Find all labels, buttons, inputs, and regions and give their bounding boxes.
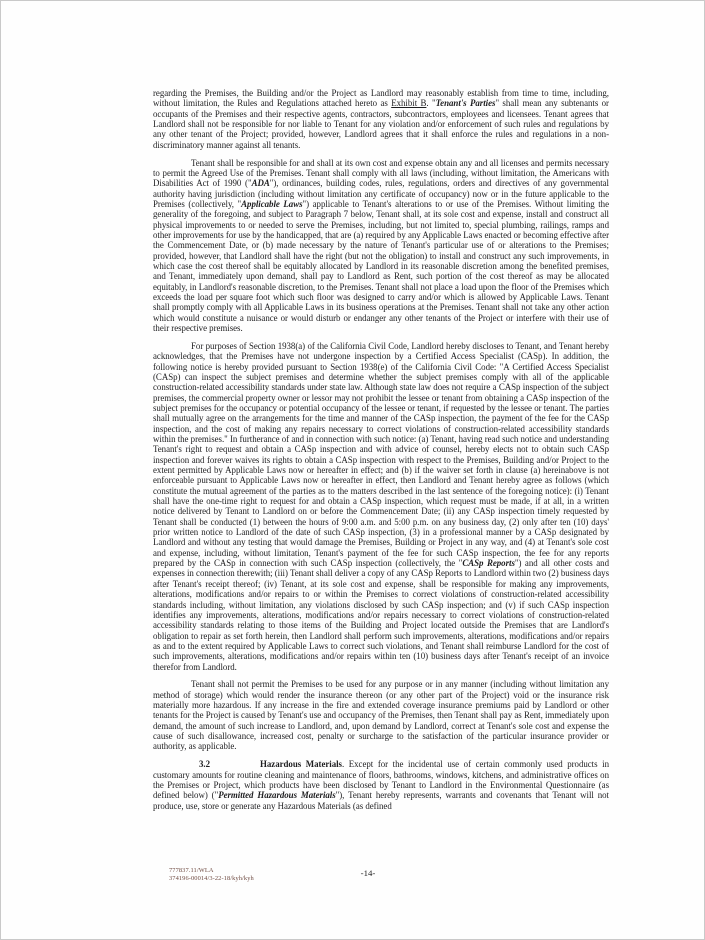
document-id-line1: 777837.11/WLA xyxy=(169,867,214,874)
text-segment: Applicable Laws xyxy=(241,198,303,209)
text-segment: ") applicable to Tenant's alterations to or use of the Premises. Without limiting the generality of the foregoing, and subject to Paragraph 7 below, Tenant shall, at its sole cost and expense, install and construct all physical improvements to or needed to serve the Premises, including, but not limited to, special plumbing, railings, ramps and other improvements for use by the handicapped, that are (a) required by any Applicable Laws enacted or becoming effective after the Commencement Date, or (b) made necessary by the nature of Tenant's particular use of or alterations to the Premises; provided, however, that Landlord shall have the right (but not the obligation) to install and construct any such improvements, in which case the cost thereof shall be equitably allocated by Landlord in its reasonable discretion among the benefited premises, and Tenant, immediately upon demand, shall pay to Landlord as Rent, such portion of the cost thereof as may be allocated equitably, in Landlord's reasonable discretion, to the Premises. Tenant shall not place a load upon the floor of the Premises which exceeds the load per square foot which such floor was designed to carry and/or which is allowed by Applicable Laws. Tenant shall promptly comply with all Applicable Laws in its business operations at the Premises. Tenant shall not take any other action which would constitute a nuisance or would disturb or endanger any other tenants of the Project or interfere with their use of their respective premises. xyxy=(153,198,609,334)
text-segment: "), ordinances, building codes, rules, regulations, orders and directives of any governmental authority having jurisdiction (including without limitation any certificate of occupancy) now or in the future applicable to the Premises (collectively, " xyxy=(153,178,609,209)
document-id-footer xyxy=(169,867,254,883)
page-number: -14- xyxy=(360,868,376,878)
paragraph xyxy=(153,679,609,751)
paragraph xyxy=(153,158,609,334)
text-segment: "), Tenant hereby represents, warrants and covenants that Tenant will not produce, use, store or generate any Hazardous Materials (as defined xyxy=(153,790,609,811)
text-segment: ") and all other costs and expenses in connection therewith; (iii) Tenant shall deliver a copy of any CASp Reports to Landlord within two (2) business days after Tenant's receipt thereof; (iv) Tenant, at its sole cost and expense, shall be responsible for making any improvements, alterations, modifications and/or repairs to or within the Premises to correct violations of construction-related accessibility standards including, without limitation, any violations disclosed by such CASp inspection; and (v) if such CASp inspection identifies any improvements, alterations, modifications and/or repairs necessary to correct violations of construction-related accessibility standards relating to those items of the Building and Project located outside the Premises that are Landlord's obligation to repair as set forth herein, then Landlord shall perform such improvements, alterations, modifications and/or repairs as and to the extent required by Applicable Laws to correct such violations, and Tenant shall reimburse Landlord for the cost of such improvements, alterations, modifications and/or repairs within ten (10) business days after Tenant's receipt of an invoice therefor from Landlord. xyxy=(153,558,609,672)
text-segment: Tenant's Parties xyxy=(435,98,496,109)
text-segment: Hazardous Materials xyxy=(260,759,342,770)
text-segment: 3.2 xyxy=(199,759,211,770)
text-segment: " shall mean any subtenants or occupants of the Premises and their respective agents, contractors, subcontractors, employees and licensees. Tenant agrees that Landlord shall not be responsible for nor liable to Tenant for any violation and/or enforcement of such rules and regulations by any other tenant of the Project; provided, however, Landlord agrees that it shall enforce the rules and regulations in a non-discriminatory manner against all tenants. xyxy=(153,98,609,150)
paragraph xyxy=(153,88,609,150)
text-segment: Exhibit B xyxy=(391,98,427,109)
text-segment: . " xyxy=(426,98,436,109)
document-id-line2: 374196-00014/3-22-18/kyh/kyh xyxy=(169,874,254,882)
text-segment: CASp Reports xyxy=(462,558,515,569)
text-segment: Permitted Hazardous Materials xyxy=(218,790,336,801)
text-segment: Tenant shall not permit the Premises to be used for any purpose or in any manner (including without limitation any method of storage) which would render the insurance thereon (or any other part of the Project) void or the insurance risk materially more hazardous. If any increase in the fire and extended coverage insurance premiums paid by Landlord or other tenants for the Project is caused by Tenant's use and occupancy of the Premises, then Tenant shall pay as Rent, immediately upon demand, the amount of such increase to Landlord, and, upon demand by Landlord, correct at Tenant's sole cost and expense the cause of such disallowance, increased cost, penalty or surcharge to the satisfaction of the particular insurance provider or authority, as applicable. xyxy=(153,679,609,752)
text-segment: . Except for the incidental use of certain commonly used products in customary amounts for routine cleaning and maintenance of floors, bathrooms, windows, kitchens, and administrative offices on the Premises or Project, which products have been disclosed by Tenant to Landlord in the Environmental Questionnaire (as defined below) (" xyxy=(153,759,609,801)
text-segment: Tenant shall be responsible for and shall at its own cost and expense obtain any and all licenses and permits necessary to permit the Agreed Use of the Premises. Tenant shall comply with all laws (including, without limitation, the Americans with Disabilities Act of 1990 (" xyxy=(153,157,609,189)
document-text-block xyxy=(153,88,609,811)
text-segment: ADA xyxy=(251,178,270,189)
paragraph xyxy=(153,341,609,672)
section-paragraph xyxy=(153,759,609,811)
text-segment: regarding the Premises, the Building and/or the Project as Landlord may reasonably establish from time to time, including, without limitation, the Rules and Regulations attached hereto as xyxy=(153,88,609,109)
text-segment: For purposes of Section 1938(a) of the California Civil Code, Landlord hereby discloses to Tenant, and Tenant hereby acknowledges, that the Premises have not undergone inspection by a Certified Access Specialist (CASp). In addition, the following notice is hereby provided pursuant to Section 1938(e) of the California Civil Code: "A Certified Access Specialist (CASp) can inspect the subject premises and determine whether the subject premises comply with all of the applicable construction-related accessibility standards under state law. Although state law does not require a CASp inspection of the subject premises, the commercial property owner or lessor may not prohibit the lessee or tenant from obtaining a CASp inspection of the subject premises for the occupancy or potential occupancy of the lessee or tenant, if requested by the lessee or tenant. The parties shall mutually agree on the arrangements for the time and manner of the CASp inspection, the payment of the fee for the CASp inspection, and the cost of making any repairs necessary to correct violations of construction-related accessibility standards within the premises." In furtherance of and in connection with such notice: (a) Tenant, having read such notice and understanding Tenant's right to request and obtain a CASp inspection and with advice of counsel, hereby elects not to obtain such CASp inspection and forever waives its rights to obtain a CASp inspection with respect to the Premises, Building and/or Project to the extent permitted by Applicable Laws now or hereafter in effect; and (b) if the waiver set forth in clause (a) hereinabove is not enforceable pursuant to Applicable Laws now or hereafter in effect, then Landlord and Tenant hereby agree as follows (which constitute the mutual agreement of the parties as to the matters described in the last sentence of the foregoing notice): (i) Tenant shall have the one-time right to request for and obtain a CASp inspection, which request must be made, if at all, in a written notice delivered by Tenant to Landlord on or before the Commencement Date; (ii) any CASp inspection timely requested by Tenant shall be conducted (1) between the hours of 9:00 a.m. and 5:00 p.m. on any business day, (2) only after ten (10) days' prior written notice to Landlord of the date of such CASp inspection, (3) in a professional manner by a CASp designated by Landlord and without any testing that would damage the Premises, Building or Project in any way, and (4) at Tenant's sole cost and expense, including, without limitation, Tenant's payment of the fee for such CASp inspection, the fee for any reports prepared by the CASp in connection with such CASp inspection (collectively, the " xyxy=(153,340,609,569)
